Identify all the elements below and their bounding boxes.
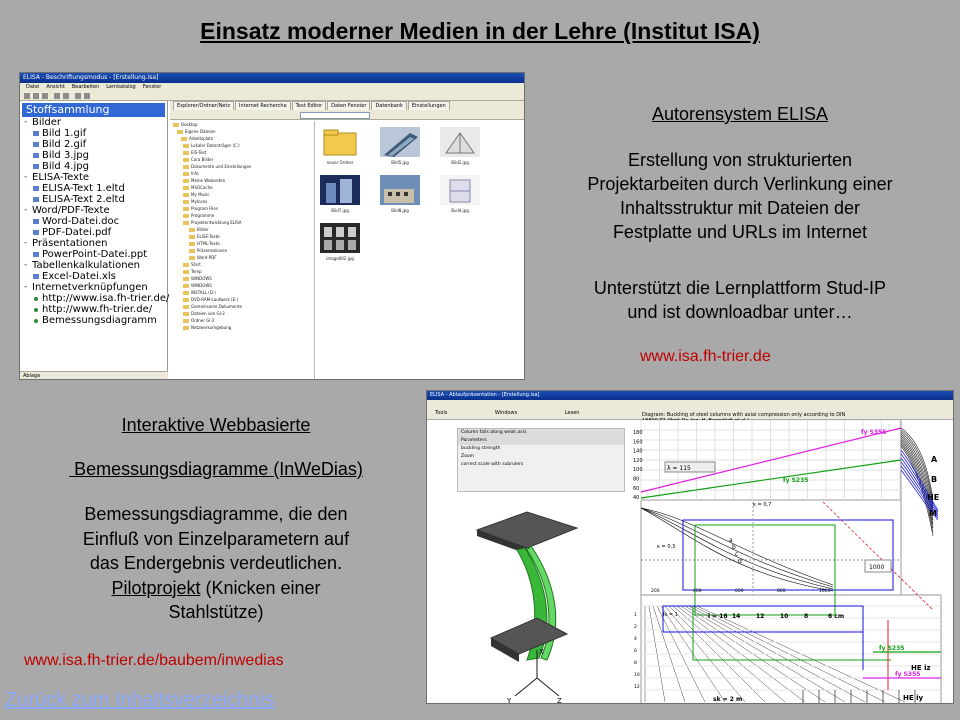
folder-item[interactable]: Programme — [173, 212, 314, 219]
elisa-tabs — [170, 101, 524, 111]
x-tick-label: 600 — [735, 589, 744, 594]
series-m-label: M — [929, 509, 937, 518]
diagram-caption: Diagram: Buckling of steel columns with axial compression only according to DIN — [642, 412, 846, 418]
series-he-label: HE — [927, 493, 940, 502]
toolbar-icon[interactable] — [84, 93, 90, 99]
folder-item[interactable]: Dateien von GI-2 — [173, 310, 314, 317]
folder-item[interactable]: MSOCache — [173, 184, 314, 191]
curve-letter: a — [729, 537, 733, 544]
tab[interactable]: Text Editor — [292, 101, 327, 110]
inwedias-description-text: (Knicken einer — [200, 577, 321, 598]
tab[interactable]: Explorer/Ordner/Netz — [173, 101, 234, 110]
tree-item[interactable]: PowerPoint-Datei.ppt — [22, 249, 167, 260]
lk-label: lk = 1 — [663, 612, 678, 618]
toolbar-icon[interactable] — [42, 93, 48, 99]
elisa-heading: Autorensystem ELISA — [651, 104, 829, 124]
tree-item[interactable]: Bemessungsdiagramm — [22, 315, 167, 326]
panel-row[interactable]: buckling strength — [461, 446, 501, 451]
toolbar-lesen-button[interactable]: Lesen — [564, 410, 580, 416]
tree-item[interactable]: Bild 3.jpg — [22, 150, 167, 161]
tree-item[interactable]: ELISA-Text 2.eltd — [22, 194, 167, 205]
y-tick-label-lower: 10 — [634, 673, 640, 678]
folder-item[interactable]: Projektentwicklung ELISA — [173, 219, 314, 226]
folder-item[interactable]: Temp — [173, 268, 314, 275]
elisa-main-pane — [170, 101, 524, 379]
y-tick-label: 40 — [633, 495, 640, 502]
toolbar-windows-button[interactable]: Windows — [494, 410, 518, 416]
folder-item[interactable]: WINDOWS — [173, 275, 314, 282]
tree-item[interactable]: Bild 2.gif — [22, 139, 167, 150]
y-tick-label: 80 — [633, 476, 640, 483]
tab[interactable]: Internet Recherche — [235, 101, 291, 110]
status-bar: Ablage — [20, 371, 168, 379]
elisa-description-line: Erstellung von strukturierten — [627, 150, 853, 170]
fy-label: fy S235 — [783, 477, 809, 484]
tree-category[interactable]: - Präsentationen — [22, 238, 167, 249]
x-tick-label: 200 — [651, 589, 660, 594]
x-tick-label: 800 — [777, 589, 786, 594]
x-tick-label: 400 — [693, 589, 702, 594]
folder-item[interactable]: Info — [173, 170, 314, 177]
folder-item[interactable]: HTML-Texte — [173, 240, 314, 247]
elisa-menubar — [20, 83, 524, 91]
folder-item[interactable]: Eigene Dateien — [173, 128, 314, 135]
toolbar-icon[interactable] — [54, 93, 60, 99]
stoffsammlung-title: Stoffsammlung — [22, 103, 165, 117]
inwedias-description-line: das Endergebnis verdeutlichen. — [89, 553, 343, 573]
y-tick-label-lower: 6 — [634, 649, 637, 654]
fy-label: fy S355 — [895, 671, 921, 678]
folder-item[interactable]: Cara Bilder — [173, 156, 314, 163]
thumbnail-image[interactable] — [380, 175, 420, 213]
tree-item[interactable]: Bild 4.jpg — [22, 161, 167, 172]
y-tick-label-lower: 1 — [634, 613, 637, 618]
he-iy-label: HE iy — [903, 694, 924, 702]
elisa-toolbar — [20, 91, 524, 101]
menu-item[interactable]: Ansicht — [46, 84, 65, 90]
folder-item[interactable]: Ordner GI-2 — [173, 317, 314, 324]
inwedias-description-line — [12, 576, 420, 601]
thumbnail-label: Bild5.jpg — [391, 160, 409, 165]
he-iz-label: HE iz — [911, 664, 931, 672]
tab[interactable]: Datenbank — [371, 101, 406, 110]
y-tick-label-lower: 4 — [634, 637, 637, 642]
menu-item[interactable]: Datei — [26, 84, 40, 90]
tree-item[interactable]: PDF-Datei.pdf — [22, 227, 167, 238]
fy-label: fy S235 — [879, 645, 905, 652]
top-flange — [477, 512, 577, 548]
axis-x-label: X — [539, 648, 544, 656]
y-tick-label-lower: 12 — [634, 685, 640, 690]
inwedias-heading-line2: Bemessungsdiagramme (InWeDias) — [69, 459, 363, 479]
folder-item[interactable]: Bilder — [173, 226, 314, 233]
thumbnail-image[interactable] — [440, 127, 480, 165]
folder-item[interactable]: MyIcons — [173, 198, 314, 205]
tree-category[interactable]: - Word/PDF-Texte — [22, 205, 167, 216]
kappa-label: κ = 0,7 — [753, 502, 772, 508]
folder-item[interactable]: Program Files — [173, 205, 314, 212]
thumbnail-label: Bild7.jpg — [331, 208, 349, 213]
address-input[interactable] — [300, 112, 370, 119]
sk-row-label: 10 — [780, 613, 789, 620]
folder-item[interactable]: ELISE-Texte — [173, 233, 314, 240]
sk-label: sk = 2 m — [713, 696, 743, 703]
thumbnail-image[interactable] — [320, 175, 360, 213]
toolbar-icon[interactable] — [24, 93, 30, 99]
folder-item[interactable]: Meine Webseiten — [173, 177, 314, 184]
axis-z-label: Z — [557, 697, 562, 705]
y-tick-label: 120 — [633, 457, 643, 464]
thumbnail-label: Build.jpg — [451, 208, 469, 213]
toolbar-tools-button[interactable]: Tools — [435, 410, 448, 416]
folder-item[interactable]: Start — [173, 261, 314, 268]
elisa-window-title: ELISA - Beschriftungsmodus - [Erstellung.isa] — [20, 73, 524, 83]
elisa-support-line: und ist downloadbar unter… — [627, 302, 853, 322]
y-tick-label: 180 — [633, 430, 643, 436]
inwedias-url-link[interactable]: www.isa.fh-trier.de/baubem/inwedias — [24, 652, 284, 669]
stoffsammlung-tree — [20, 117, 170, 326]
lambda-label: λ = 115 — [667, 465, 691, 472]
curve-letter: d — [738, 558, 742, 565]
series-b-label: B — [931, 475, 938, 484]
tree-item[interactable]: http://www.isa.fh-trier.de/ — [22, 293, 167, 304]
inwedias-screenshot — [426, 390, 954, 704]
thumbnail-image[interactable] — [440, 175, 480, 213]
thumbnail-image[interactable] — [320, 223, 360, 261]
inwedias-description-line: Stahlstütze) — [168, 602, 264, 622]
thumbnail-label: neuer Ordner — [326, 160, 354, 165]
folder-item[interactable]: DVD-RAM-Laufwerk (E:) — [173, 296, 314, 303]
thumbnail-image[interactable] — [380, 127, 420, 165]
fy-label: fy S355 — [861, 429, 887, 436]
tree-category[interactable]: - Internetverknüpfungen — [22, 282, 167, 293]
tab[interactable]: Einstellungen — [408, 101, 450, 110]
model-pane — [427, 420, 627, 703]
file-thumbnails — [320, 123, 521, 379]
inwedias-description — [12, 502, 420, 625]
sk-row-label: 6 cm — [828, 613, 845, 620]
inwedias-heading-line1: Interaktive Webbasierte — [121, 415, 311, 435]
folder-item[interactable]: Dokumente und Einstellungen — [173, 163, 314, 170]
buckling-chart-svg — [633, 420, 953, 704]
folder-item[interactable]: EIS-Test — [173, 149, 314, 156]
buckling-chart — [633, 420, 953, 703]
tree-category[interactable]: - Bilder — [22, 117, 167, 128]
sk-row-label: 12 — [756, 613, 765, 620]
panel-row[interactable]: Zoom — [461, 454, 474, 459]
inwedias-description-line: Einfluß von Einzelparametern auf — [82, 528, 350, 549]
inwedias-window-title: ELISA - Ablaufpräsentation - [Erstellung.isa] — [427, 391, 953, 400]
folder-item[interactable]: Arbeitsplatz — [173, 135, 314, 142]
tab[interactable]: Daten Fenster — [327, 101, 370, 110]
elisa-description-line: Festplatte und URLs im Internet — [612, 222, 868, 242]
folder-item[interactable]: Word-PDF — [173, 254, 314, 261]
stoffsammlung-panel — [20, 101, 168, 379]
axis-z-line — [537, 678, 559, 696]
curve-letter: b — [732, 544, 736, 551]
y-tick-label: 160 — [633, 439, 643, 446]
elisa-description-line: Inhaltsstruktur mit Dateien der — [619, 198, 861, 218]
menu-item[interactable]: Fenster — [142, 84, 162, 90]
folder-item[interactable]: My Music — [173, 191, 314, 198]
panel-row: Column fails along weak axis — [458, 429, 624, 437]
page-title: Einsatz moderner Medien in der Lehre (Institut ISA) — [200, 18, 760, 44]
tree-category[interactable]: - Tabellenkalkulationen — [22, 260, 167, 271]
y-tick-label: 60 — [633, 485, 640, 492]
axis-y-label: Y — [507, 697, 512, 705]
tree-item[interactable]: Excel-Datei.xls — [22, 271, 167, 282]
inwedias-toolbar — [427, 406, 953, 420]
panel-row[interactable]: correct scale with subrulers — [461, 462, 524, 467]
menu-item[interactable]: Lernkatalog — [106, 84, 136, 90]
inwedias-description-line: Bemessungsdiagramme, die den — [84, 504, 348, 524]
folder-item[interactable]: Lokaler Datenträger (C:) — [173, 142, 314, 149]
toolbar-icon[interactable] — [75, 93, 81, 99]
folder-item[interactable]: Netzwerkumgebung — [173, 324, 314, 331]
y-tick-label: 140 — [633, 448, 643, 455]
elisa-support-line: Unterstützt die Lernplattform Stud-IP — [593, 278, 887, 298]
folder-item[interactable]: WINDOWS — [173, 282, 314, 289]
elisa-support-text — [530, 276, 950, 324]
elisa-screenshot — [19, 72, 525, 380]
tree-category[interactable]: - ELISA-Texte — [22, 172, 167, 183]
thumbnail-label: Bild2.jpg — [451, 160, 469, 165]
sk-row-label: i = 16 — [708, 613, 728, 620]
menu-item[interactable]: Bearbeiten — [71, 84, 100, 90]
kappa-label: κ = 0,3 — [657, 544, 676, 550]
column-3d-model[interactable] — [427, 420, 627, 704]
series-a-label: A — [931, 455, 938, 464]
curve-letter: c — [735, 551, 739, 558]
thumbnail-label: Bild8.jpg — [391, 208, 409, 213]
y-tick-label: 100 — [633, 467, 643, 474]
sk-row-label: 8 — [804, 613, 809, 620]
folder-item[interactable]: Gemeinsame Dokumente — [173, 303, 314, 310]
elisa-description-line: Projektarbeiten durch Verlinkung einer — [587, 174, 893, 194]
folder-item[interactable]: INSTALL (D:) — [173, 289, 314, 296]
sk-row-label: 14 — [732, 613, 741, 620]
tree-item[interactable]: Bild 1.gif — [22, 128, 167, 139]
axis-y-line — [515, 678, 537, 696]
value-field-text: 1000 — [869, 564, 885, 571]
pilotprojekt-link[interactable]: Pilotprojekt — [111, 577, 201, 598]
panel-row[interactable]: Parameters — [458, 437, 624, 445]
folder-item[interactable]: Präsentationen — [173, 247, 314, 254]
back-to-contents-link[interactable]: Zurück zum Inhaltsverzeichnis — [5, 689, 274, 711]
thumbnail-folder[interactable] — [320, 127, 360, 165]
thumbnail-label: image002.jpg — [326, 256, 354, 261]
toolbar-icon[interactable] — [63, 93, 69, 99]
elisa-url-link[interactable]: www.isa.fh-trier.de — [640, 348, 771, 365]
folder-item[interactable]: Desktop — [173, 121, 314, 128]
tree-item[interactable]: Word-Datei.doc — [22, 216, 167, 227]
y-tick-label-lower: 2 — [634, 625, 637, 630]
toolbar-icon[interactable] — [33, 93, 39, 99]
tree-item[interactable]: http://www.fh-trier.de/ — [22, 304, 167, 315]
y-tick-label-lower: 8 — [634, 661, 637, 666]
elisa-description — [530, 148, 950, 244]
tree-item[interactable]: ELISA-Text 1.eltd — [22, 183, 167, 194]
folder-tree — [170, 121, 315, 379]
x-tick-label: 1000 — [819, 589, 831, 594]
address-bar — [170, 111, 524, 120]
